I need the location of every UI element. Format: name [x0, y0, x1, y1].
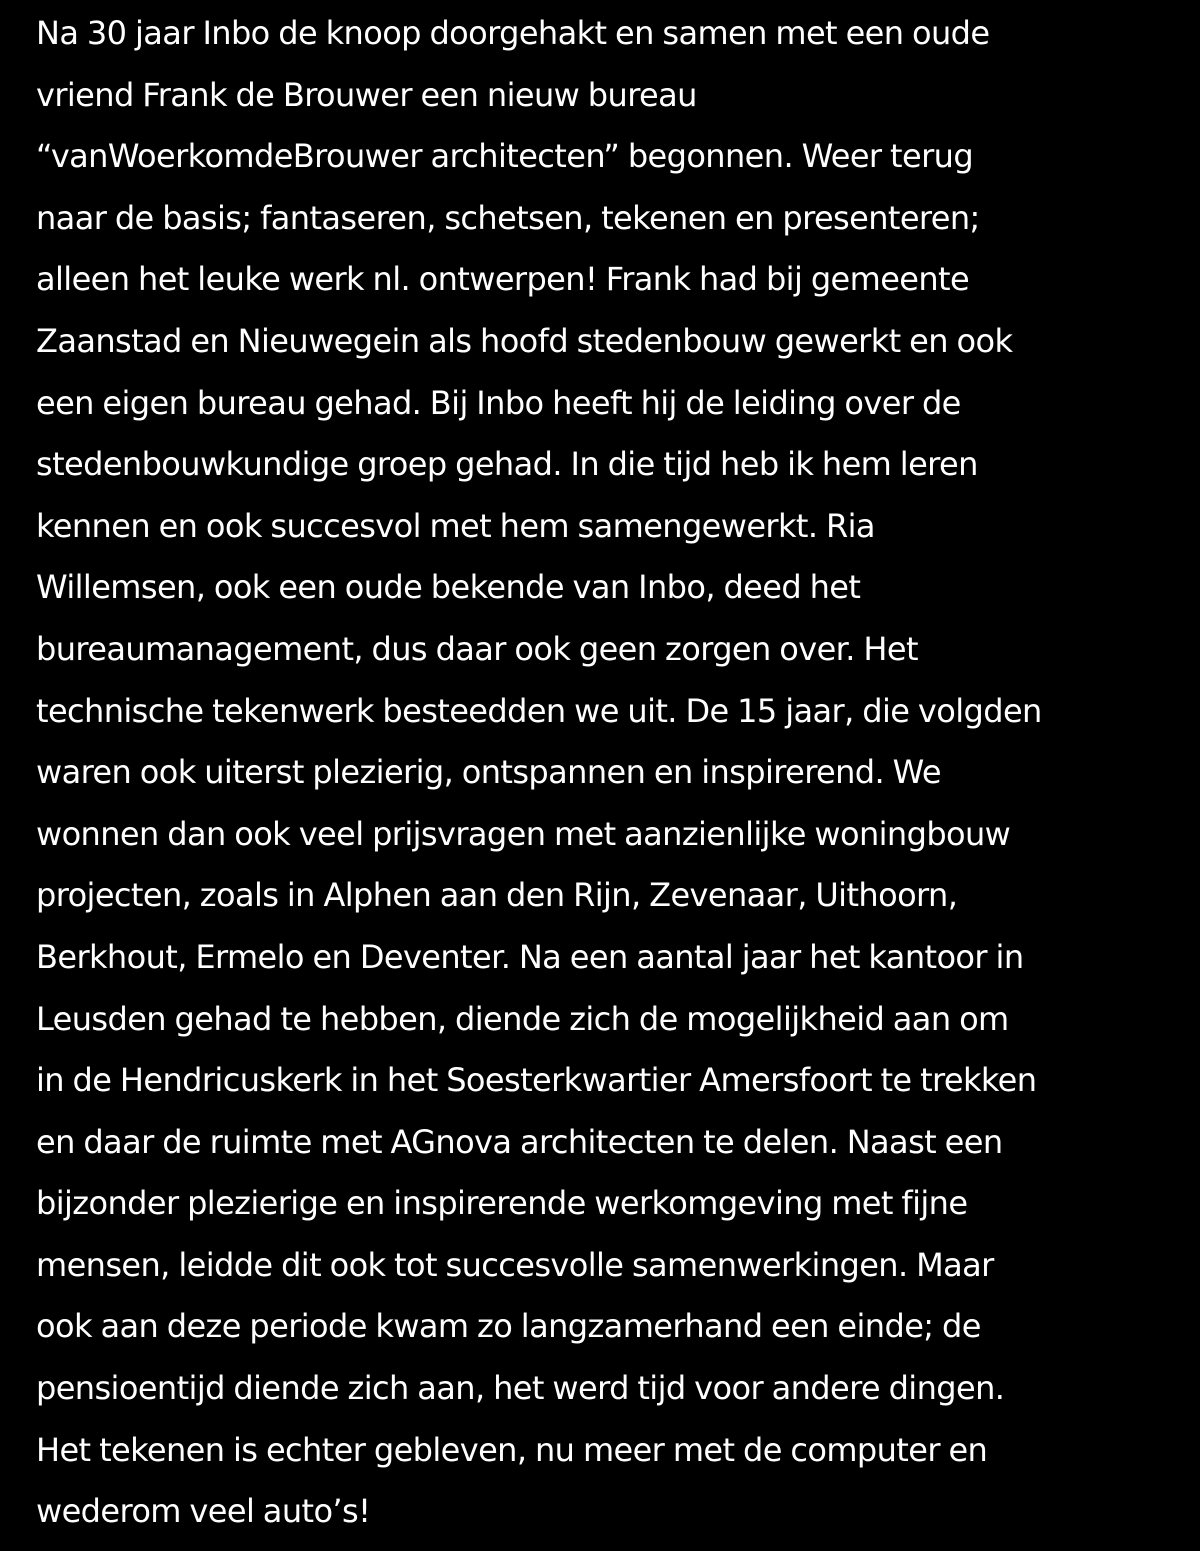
paragraph-line: naar de basis; fantaseren, schetsen, tekenen en presenteren; — [36, 198, 980, 237]
paragraph-line: Berkhout, Ermelo en Deventer. Na een aantal jaar het kantoor in — [36, 937, 1024, 976]
paragraph-line: Na 30 jaar Inbo de knoop doorgehakt en samen met een oude — [36, 14, 990, 52]
paragraph-line: pensioentijd diende zich aan, het werd tijd voor andere dingen. — [36, 1369, 1005, 1408]
paragraph-line: wonnen dan ook veel prijsvragen met aanzienlijke woningbouw — [36, 814, 1011, 853]
paragraph-line: in de Hendricuskerk in het Soesterkwartier Amersfoort te trekken — [36, 1061, 1037, 1100]
paragraph-line: technische tekenwerk besteedden we uit. De 15 jaar, die volgden — [36, 691, 1042, 730]
paragraph-line: alleen het leuke werk nl. ontwerpen! Frank had bij gemeente — [36, 260, 970, 299]
paragraph-line: bureaumanagement, dus daar ook geen zorgen over. Het — [36, 629, 918, 668]
paragraph-line: een eigen bureau gehad. Bij Inbo heeft hij de leiding over de — [36, 383, 961, 422]
paragraph-line: Zaanstad en Nieuwegein als hoofd stedenbouw gewerkt en ook — [36, 321, 1013, 360]
paragraph-line: mensen, leidde dit ook tot succesvolle samenwerkingen. Maar — [36, 1245, 994, 1284]
paragraph-line: vriend Frank de Brouwer een nieuw bureau — [36, 75, 697, 114]
paragraph-line: en daar de ruimte met AGnova architecten te delen. Naast een — [36, 1122, 1003, 1161]
article-paragraph — [36, 3, 1176, 1543]
paragraph-line: kennen en ook succesvol met hem samengewerkt. Ria — [36, 506, 875, 545]
paragraph-line: Willemsen, ook een oude bekende van Inbo, deed het — [36, 568, 861, 607]
paragraph-line: Het tekenen is echter gebleven, nu meer met de computer en — [36, 1430, 988, 1469]
paragraph-line: ook aan deze periode kwam zo langzamerhand een einde; de — [36, 1307, 981, 1346]
paragraph-line: waren ook uiterst plezierig, ontspannen en inspirerend. We — [36, 753, 941, 792]
paragraph-line: projecten, zoals in Alphen aan den Rijn, Zevenaar, Uithoorn, — [36, 876, 958, 915]
paragraph-line: Leusden gehad te hebben, diende zich de mogelijkheid aan om — [36, 999, 1009, 1038]
paragraph-line: “vanWoerkomdeBrouwer architecten” begonnen. Weer terug — [36, 137, 974, 176]
paragraph-line: stedenbouwkundige groep gehad. In die tijd heb ik hem leren — [36, 445, 978, 484]
paragraph-line: wederom veel auto’s! — [36, 1492, 371, 1531]
paragraph-line: bijzonder plezierige en inspirerende werkomgeving met fijne — [36, 1184, 968, 1223]
